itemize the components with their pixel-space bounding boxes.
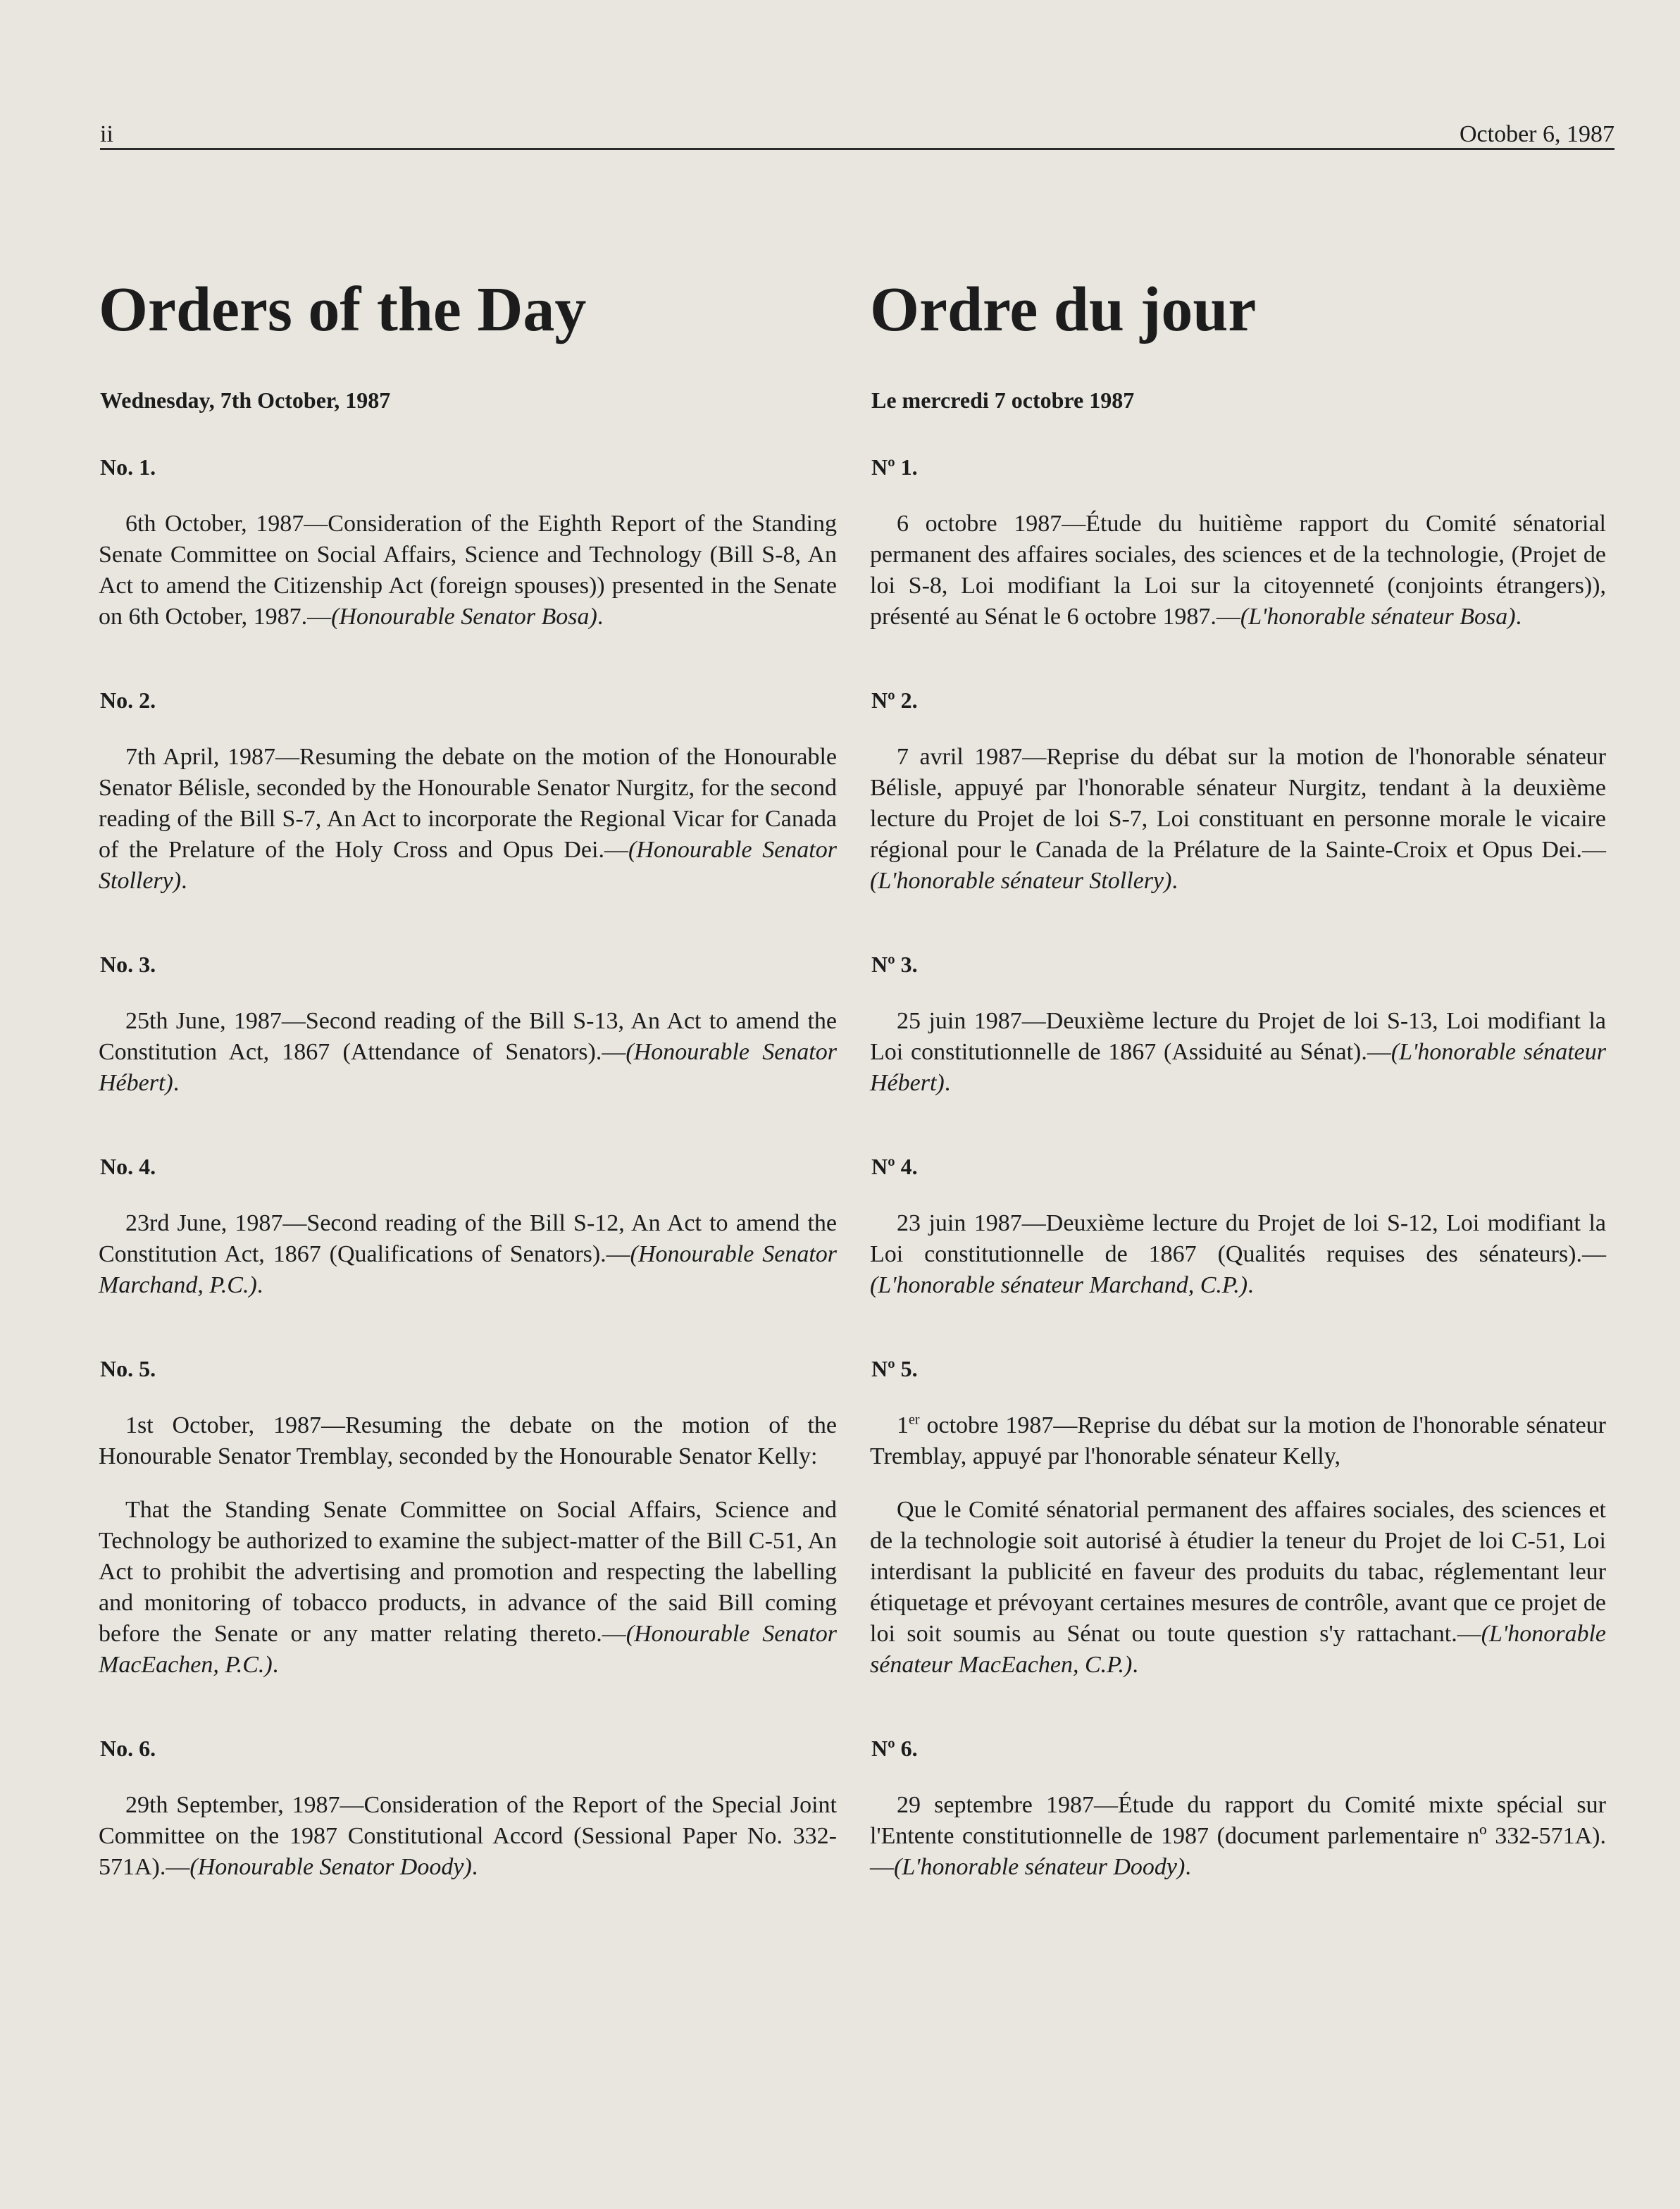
french-column bbox=[870, 275, 1606, 1938]
item-number: No. 5. bbox=[100, 1356, 156, 1381]
item-number: Nº 4. bbox=[871, 1154, 918, 1179]
sponsor: (Honourable Senator Hébert) bbox=[99, 1039, 837, 1096]
sponsor: (L'honorable sénateur MacEachen, C.P.) bbox=[870, 1621, 1606, 1678]
item-text: 25th June, 1987—Second reading of the Bill S-13, An Act to amend the Constitution Act, 1867 (Attendance of Senators).—(Honourable Senator Hébert). bbox=[99, 1008, 837, 1096]
sponsor: (L'honorable sénateur Doody) bbox=[894, 1854, 1186, 1880]
english-column bbox=[99, 275, 837, 1938]
item-text: 6 octobre 1987—Étude du huitième rapport du Comité sénatorial permanent des affaires sociales, des sciences et de la technologie, (Projet de loi S-8, Loi modifiant la Loi sur la citoyenneté (conjoints étrangers)), présenté au Sénat le 6 octobre 1987.—(L'honorable sénateur Bosa). bbox=[870, 511, 1606, 630]
sponsor: (L'honorable sénateur Marchand, C.P.) bbox=[870, 1272, 1248, 1298]
page-title-french: Ordre du jour bbox=[870, 275, 1257, 344]
item-text: 6th October, 1987—Consideration of the Eighth Report of the Standing Senate Committee on Social Affairs, Science and Technology (Bill S-8, An Act to amend the Citizenship Act (foreign spouses)) presented in the Senate on 6th October, 1987.—(Honourable Senator Bosa). bbox=[99, 511, 837, 630]
item-number: No. 4. bbox=[100, 1154, 156, 1179]
item-number: Nº 1. bbox=[871, 454, 918, 480]
item-text: 1st October, 1987—Resuming the debate on the motion of the Honourable Senator Tremblay, seconded by the Honourable Senator Kelly: bbox=[99, 1412, 837, 1469]
item-text: 29 septembre 1987—Étude du rapport du Comité mixte spécial sur l'Entente constitutionnelle de 1987 (document parlementaire nº 332-571A).—(L'honorable sénateur Doody). bbox=[870, 1792, 1606, 1880]
sponsor: (Honourable Senator Doody) bbox=[189, 1854, 472, 1880]
motion-quote: Que le Comité sénatorial permanent des affaires sociales, des sciences et de la technologie soit autorisé à étudier la teneur du Projet de loi C-51, Loi interdisant la publicité en faveur des produits du tabac, réglementant leur étiquetage et prévoyant certaines mesures de contrôle, avant que ce projet de loi soit soumis au Sénat ou toute question s'y rattachant.—(L'honorable sénateur MacEachen, C.P.). bbox=[870, 1497, 1606, 1678]
header-rule bbox=[100, 148, 1614, 150]
sponsor: (L'honorable sénateur Bosa) bbox=[1240, 604, 1516, 630]
sitting-date-french: Le mercredi 7 octobre 1987 bbox=[871, 387, 1135, 413]
item-number: Nº 2. bbox=[871, 687, 918, 713]
sponsor: (L'honorable sénateur Stollery) bbox=[870, 868, 1172, 894]
item-text: 7th April, 1987—Resuming the debate on the motion of the Honourable Senator Bélisle, seconded by the Honourable Senator Nurgitz, for the second reading of the Bill S-7, An Act to incorporate the Regional Vicar for Canada of the Prelature of the Holy Cross and Opus Dei.—(Honourable Senator Stollery). bbox=[99, 744, 837, 894]
item-text: 1er octobre 1987—Reprise du débat sur la motion de l'honorable sénateur Tremblay, appuyé par l'honorable sénateur Kelly, bbox=[870, 1412, 1606, 1469]
item-text: 7 avril 1987—Reprise du débat sur la motion de l'honorable sénateur Bélisle, appuyé par l'honorable sénateur Nurgitz, tendant à la deuxième lecture du Projet de loi S-7, Loi constituant en personne morale le vicaire régional pour le Canada de la Prélature de la Sainte-Croix et Opus Dei.—(L'honorable sénateur Stollery). bbox=[870, 744, 1606, 894]
item-number: Nº 6. bbox=[871, 1736, 918, 1761]
item-number: No. 2. bbox=[100, 687, 156, 713]
sponsor: (Honourable Senator MacEachen, P.C.) bbox=[99, 1621, 837, 1678]
item-number: Nº 5. bbox=[871, 1356, 918, 1381]
item-text: 29th September, 1987—Consideration of the Report of the Special Joint Committee on the 1987 Constitutional Accord (Sessional Paper No. 332-571A).—(Honourable Senator Doody). bbox=[99, 1792, 837, 1880]
item-number: No. 6. bbox=[100, 1736, 156, 1761]
sitting-date-english: Wednesday, 7th October, 1987 bbox=[100, 387, 391, 413]
sponsor: (Honourable Senator Bosa) bbox=[331, 604, 597, 630]
page-number: ii bbox=[100, 121, 113, 147]
item-number: No. 1. bbox=[100, 454, 156, 480]
item-number: Nº 3. bbox=[871, 952, 918, 977]
item-text: 23 juin 1987—Deuxième lecture du Projet de loi S-12, Loi modifiant la Loi constitutionnelle de 1867 (Qualités requises des sénateurs).—(L'honorable sénateur Marchand, C.P.). bbox=[870, 1210, 1606, 1298]
sponsor: (Honourable Senator Stollery) bbox=[99, 837, 837, 894]
item-text: 25 juin 1987—Deuxième lecture du Projet de loi S-13, Loi modifiant la Loi constitutionnelle de 1867 (Assiduité au Sénat).—(L'honorable sénateur Hébert). bbox=[870, 1008, 1606, 1096]
header-date: October 6, 1987 bbox=[1459, 121, 1614, 147]
sponsor: (L'honorable sénateur Hébert) bbox=[870, 1039, 1606, 1096]
page-title-english: Orders of the Day bbox=[99, 275, 587, 344]
motion-quote: That the Standing Senate Committee on Social Affairs, Science and Technology be authorized to examine the subject-matter of the Bill C-51, An Act to prohibit the advertising and promotion and respecting the labelling and monitoring of tobacco products, in advance of the said Bill coming before the Senate or any matter relating thereto.—(Honourable Senator MacEachen, P.C.). bbox=[99, 1497, 837, 1678]
item-number: No. 3. bbox=[100, 952, 156, 977]
sponsor: (Honourable Senator Marchand, P.C.) bbox=[99, 1241, 837, 1298]
item-text: 23rd June, 1987—Second reading of the Bill S-12, An Act to amend the Constitution Act, 1867 (Qualifications of Senators).—(Honourable Senator Marchand, P.C.). bbox=[99, 1210, 837, 1298]
